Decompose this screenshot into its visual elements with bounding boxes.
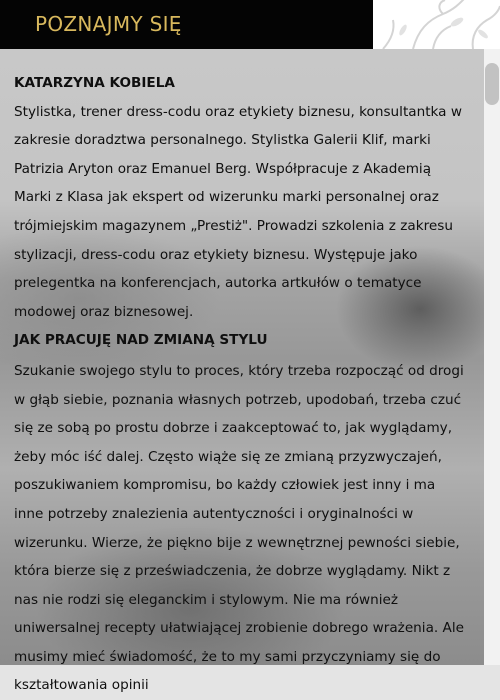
article-text bbox=[14, 69, 464, 700]
floral-ornament-icon bbox=[373, 0, 500, 49]
page-title: POZNAJMY SIĘ bbox=[35, 12, 182, 36]
vertical-scrollbar[interactable] bbox=[484, 49, 500, 665]
section-heading-author: KATARZYNA KOBIELA bbox=[14, 75, 175, 91]
content-panel bbox=[0, 49, 484, 694]
header-bar bbox=[0, 0, 373, 49]
section-text-style: Szukanie swojego stylu to proces, który trzeba rozpocząć od drogi w głąb siebie, poznania własnych potrzeb, upodobań, trzeba czuć się ze sobą po prostu dobrze i zaakceptować to, jak wyglądamy, żeby móc iść dalej. Często wiąże się ze zmianą przyzwyczajeń, poszukiwaniem kompromisu, bo każdy człowiek jest inny i ma inne potrzeby znalezienia autentyczności i oryginalności w wizerunku. Wierze, że piękno bije z wewnętrznej pewności siebie, która bierze się z przeświadczenia, że dobrze wyglądamy. Nikt z nas nie rodzi się eleganckim i stylowym. Nie ma również uniwersalnej recepty ułatwiającej zrobienie dobrego wrażenia. Ale musimy mieć świadomość, że to my sami przyczyniamy się do kształtowania opinii bbox=[14, 362, 464, 694]
floral-ornament bbox=[373, 0, 500, 49]
section-heading-style: JAK PRACUJĘ NAD ZMIANĄ STYLU bbox=[14, 332, 268, 349]
scrollbar-thumb[interactable] bbox=[485, 63, 499, 105]
section-text-author: Stylistka, trener dress-codu oraz etykiety biznesu, konsultantka w zakresie doradztwa personalnego. Stylistka Galerii Klif, marki Patrizia Aryton oraz Emanuel Berg. Współpracuje z Akademią Marki z Klasa jak ekspert od wizerunku marki personalnej oraz trójmiejskim magazynem „Prestiż". Prowadzi szkolenia z zakresu stylizacji, dress-codu oraz etykiety biznesu. Występuje jako prelegentka na konferencjach, autorka artkułów o tematyce modowej oraz biznesowej. bbox=[14, 103, 462, 320]
